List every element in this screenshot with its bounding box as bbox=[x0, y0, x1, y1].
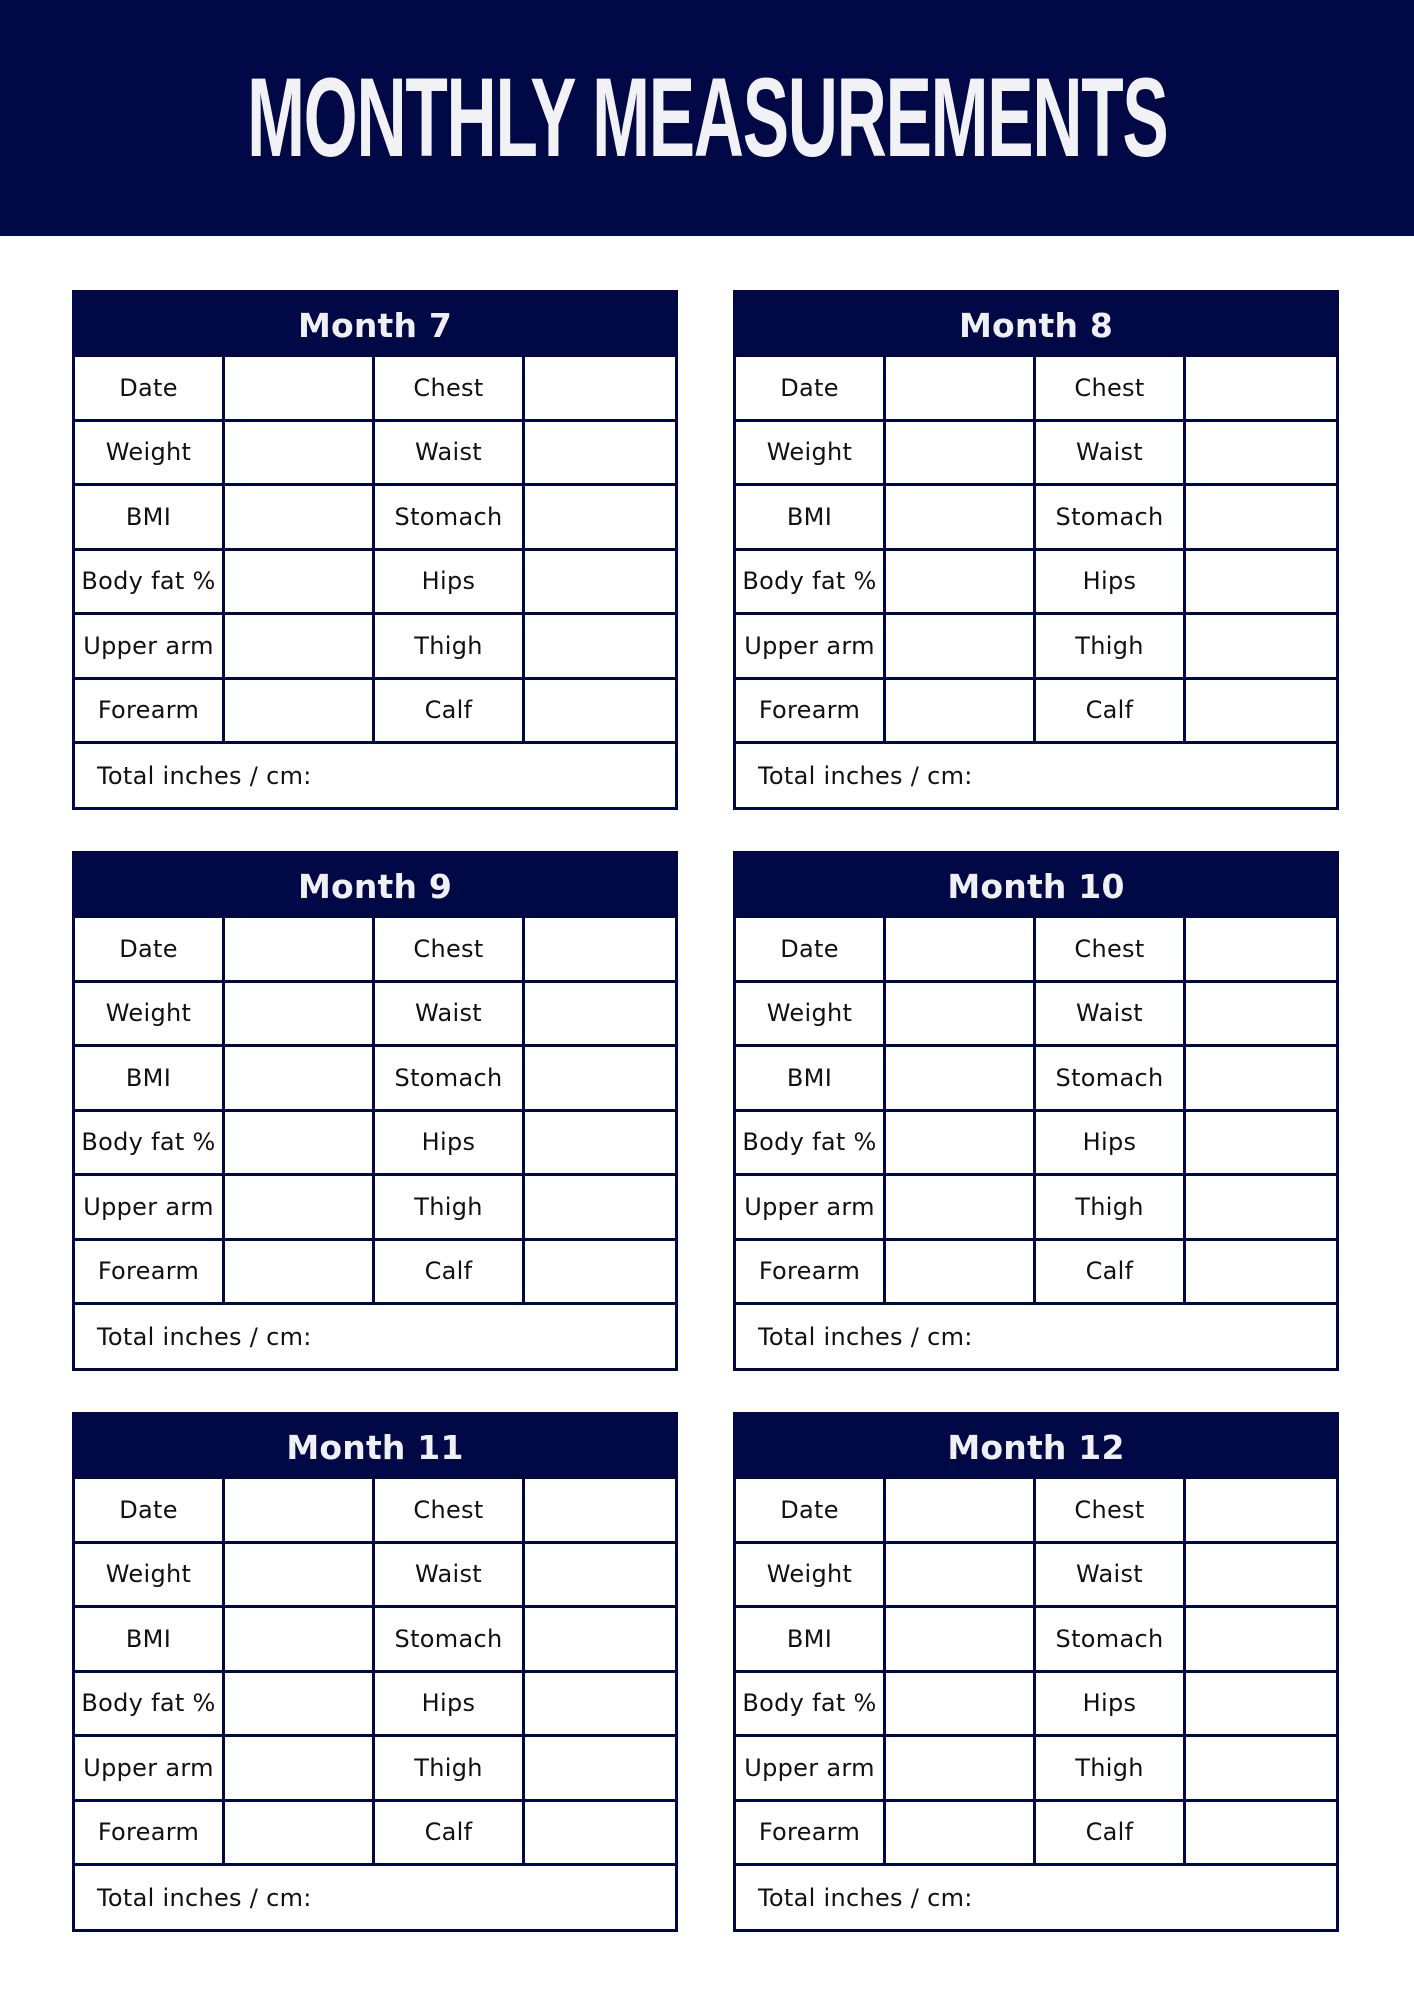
waist-value-field[interactable] bbox=[1186, 422, 1336, 487]
waist-value-field[interactable] bbox=[525, 422, 675, 487]
weight-value-field[interactable] bbox=[225, 422, 375, 487]
forearm-value-field[interactable] bbox=[886, 1802, 1036, 1867]
label-weight: Weight bbox=[736, 983, 886, 1048]
bmi-value-field[interactable] bbox=[225, 486, 375, 551]
stomach-value-field[interactable] bbox=[1186, 1047, 1336, 1112]
weight-value-field[interactable] bbox=[886, 983, 1036, 1048]
month-card-8 bbox=[733, 290, 1339, 810]
label-waist: Waist bbox=[1036, 422, 1186, 487]
label-weight: Weight bbox=[75, 422, 225, 487]
label-bmi: BMI bbox=[736, 1608, 886, 1673]
label-upper-arm: Upper arm bbox=[736, 1737, 886, 1802]
label-thigh: Thigh bbox=[1036, 1176, 1186, 1241]
total-label: Total inches / cm: bbox=[97, 1322, 312, 1351]
label-upper-arm: Upper arm bbox=[736, 615, 886, 680]
label-thigh: Thigh bbox=[375, 615, 525, 680]
measurement-table bbox=[736, 357, 1336, 807]
waist-value-field[interactable] bbox=[1186, 983, 1336, 1048]
chest-value-field[interactable] bbox=[1186, 357, 1336, 422]
date-value-field[interactable] bbox=[225, 1479, 375, 1544]
total-inches-cm-field[interactable] bbox=[75, 1305, 675, 1368]
page-header bbox=[0, 0, 1414, 236]
chest-value-field[interactable] bbox=[525, 918, 675, 983]
label-hips: Hips bbox=[1036, 1673, 1186, 1738]
calf-value-field[interactable] bbox=[525, 1802, 675, 1867]
month-card-7 bbox=[72, 290, 678, 810]
waist-value-field[interactable] bbox=[525, 1544, 675, 1609]
forearm-value-field[interactable] bbox=[225, 1241, 375, 1306]
forearm-value-field[interactable] bbox=[886, 1241, 1036, 1306]
weight-value-field[interactable] bbox=[886, 422, 1036, 487]
total-inches-cm-field[interactable] bbox=[75, 1866, 675, 1929]
measurement-table bbox=[736, 918, 1336, 1368]
thigh-value-field[interactable] bbox=[525, 615, 675, 680]
label-upper-arm: Upper arm bbox=[75, 615, 225, 680]
month-card-title: Month 7 bbox=[75, 293, 675, 357]
month-card-title: Month 12 bbox=[736, 1415, 1336, 1479]
label-upper-arm: Upper arm bbox=[75, 1737, 225, 1802]
label-thigh: Thigh bbox=[375, 1176, 525, 1241]
label-upper-arm: Upper arm bbox=[736, 1176, 886, 1241]
label-stomach: Stomach bbox=[375, 1047, 525, 1112]
hips-value-field[interactable] bbox=[1186, 551, 1336, 616]
label-weight: Weight bbox=[736, 422, 886, 487]
upper-arm-value-field[interactable] bbox=[225, 1737, 375, 1802]
upper-arm-value-field[interactable] bbox=[886, 615, 1036, 680]
label-stomach: Stomach bbox=[375, 1608, 525, 1673]
label-weight: Weight bbox=[75, 983, 225, 1048]
total-label: Total inches / cm: bbox=[97, 761, 312, 790]
label-body-fat: Body fat % bbox=[75, 1112, 225, 1177]
label-upper-arm: Upper arm bbox=[75, 1176, 225, 1241]
bmi-value-field[interactable] bbox=[886, 1608, 1036, 1673]
calf-value-field[interactable] bbox=[1186, 1241, 1336, 1306]
forearm-value-field[interactable] bbox=[886, 680, 1036, 745]
label-chest: Chest bbox=[375, 918, 525, 983]
forearm-value-field[interactable] bbox=[225, 1802, 375, 1867]
upper-arm-value-field[interactable] bbox=[225, 615, 375, 680]
total-label: Total inches / cm: bbox=[758, 761, 973, 790]
weight-value-field[interactable] bbox=[886, 1544, 1036, 1609]
stomach-value-field[interactable] bbox=[525, 1608, 675, 1673]
stomach-value-field[interactable] bbox=[525, 1047, 675, 1112]
label-waist: Waist bbox=[1036, 983, 1186, 1048]
label-stomach: Stomach bbox=[375, 486, 525, 551]
date-value-field[interactable] bbox=[225, 357, 375, 422]
label-chest: Chest bbox=[1036, 918, 1186, 983]
label-calf: Calf bbox=[375, 1802, 525, 1867]
calf-value-field[interactable] bbox=[525, 680, 675, 745]
label-calf: Calf bbox=[1036, 1802, 1186, 1867]
calf-value-field[interactable] bbox=[1186, 1802, 1336, 1867]
label-hips: Hips bbox=[375, 551, 525, 616]
label-weight: Weight bbox=[75, 1544, 225, 1609]
body-fat-value-field[interactable] bbox=[225, 1112, 375, 1177]
chest-value-field[interactable] bbox=[525, 357, 675, 422]
month-card-title: Month 10 bbox=[736, 854, 1336, 918]
date-value-field[interactable] bbox=[225, 918, 375, 983]
month-card-12 bbox=[733, 1412, 1339, 1932]
body-fat-value-field[interactable] bbox=[886, 1112, 1036, 1177]
waist-value-field[interactable] bbox=[1186, 1544, 1336, 1609]
month-card-11 bbox=[72, 1412, 678, 1932]
total-inches-cm-field[interactable] bbox=[75, 744, 675, 807]
month-card-title: Month 11 bbox=[75, 1415, 675, 1479]
bmi-value-field[interactable] bbox=[225, 1047, 375, 1112]
bmi-value-field[interactable] bbox=[886, 486, 1036, 551]
calf-value-field[interactable] bbox=[1186, 680, 1336, 745]
label-body-fat: Body fat % bbox=[75, 551, 225, 616]
label-body-fat: Body fat % bbox=[736, 1112, 886, 1177]
label-hips: Hips bbox=[375, 1112, 525, 1177]
label-body-fat: Body fat % bbox=[736, 551, 886, 616]
label-chest: Chest bbox=[375, 357, 525, 422]
thigh-value-field[interactable] bbox=[525, 1176, 675, 1241]
hips-value-field[interactable] bbox=[525, 551, 675, 616]
label-bmi: BMI bbox=[75, 1608, 225, 1673]
label-date: Date bbox=[75, 357, 225, 422]
chest-value-field[interactable] bbox=[1186, 1479, 1336, 1544]
label-thigh: Thigh bbox=[1036, 615, 1186, 680]
chest-value-field[interactable] bbox=[525, 1479, 675, 1544]
forearm-value-field[interactable] bbox=[225, 680, 375, 745]
stomach-value-field[interactable] bbox=[1186, 1608, 1336, 1673]
label-date: Date bbox=[736, 1479, 886, 1544]
label-hips: Hips bbox=[375, 1673, 525, 1738]
stomach-value-field[interactable] bbox=[525, 486, 675, 551]
total-inches-cm-field[interactable] bbox=[736, 1305, 1336, 1368]
bmi-value-field[interactable] bbox=[886, 1047, 1036, 1112]
measurement-table bbox=[75, 918, 675, 1368]
total-inches-cm-field[interactable] bbox=[736, 1866, 1336, 1929]
label-chest: Chest bbox=[1036, 357, 1186, 422]
label-bmi: BMI bbox=[736, 1047, 886, 1112]
date-value-field[interactable] bbox=[886, 357, 1036, 422]
label-stomach: Stomach bbox=[1036, 1608, 1186, 1673]
thigh-value-field[interactable] bbox=[525, 1737, 675, 1802]
label-bmi: BMI bbox=[75, 1047, 225, 1112]
thigh-value-field[interactable] bbox=[1186, 1176, 1336, 1241]
hips-value-field[interactable] bbox=[525, 1112, 675, 1177]
label-waist: Waist bbox=[375, 422, 525, 487]
label-forearm: Forearm bbox=[75, 680, 225, 745]
label-calf: Calf bbox=[1036, 1241, 1186, 1306]
body-fat-value-field[interactable] bbox=[886, 1673, 1036, 1738]
label-waist: Waist bbox=[1036, 1544, 1186, 1609]
label-bmi: BMI bbox=[75, 486, 225, 551]
hips-value-field[interactable] bbox=[525, 1673, 675, 1738]
label-calf: Calf bbox=[375, 680, 525, 745]
label-body-fat: Body fat % bbox=[736, 1673, 886, 1738]
chest-value-field[interactable] bbox=[1186, 918, 1336, 983]
thigh-value-field[interactable] bbox=[1186, 615, 1336, 680]
total-inches-cm-field[interactable] bbox=[736, 744, 1336, 807]
date-value-field[interactable] bbox=[886, 1479, 1036, 1544]
label-forearm: Forearm bbox=[736, 1241, 886, 1306]
measurement-table bbox=[736, 1479, 1336, 1929]
calf-value-field[interactable] bbox=[525, 1241, 675, 1306]
stomach-value-field[interactable] bbox=[1186, 486, 1336, 551]
bmi-value-field[interactable] bbox=[225, 1608, 375, 1673]
label-date: Date bbox=[75, 1479, 225, 1544]
date-value-field[interactable] bbox=[886, 918, 1036, 983]
month-card-title: Month 8 bbox=[736, 293, 1336, 357]
label-weight: Weight bbox=[736, 1544, 886, 1609]
label-calf: Calf bbox=[1036, 680, 1186, 745]
total-label: Total inches / cm: bbox=[758, 1883, 973, 1912]
label-forearm: Forearm bbox=[75, 1802, 225, 1867]
label-forearm: Forearm bbox=[736, 680, 886, 745]
body-fat-value-field[interactable] bbox=[886, 551, 1036, 616]
hips-value-field[interactable] bbox=[1186, 1673, 1336, 1738]
label-date: Date bbox=[736, 918, 886, 983]
waist-value-field[interactable] bbox=[525, 983, 675, 1048]
weight-value-field[interactable] bbox=[225, 983, 375, 1048]
label-hips: Hips bbox=[1036, 551, 1186, 616]
upper-arm-value-field[interactable] bbox=[886, 1176, 1036, 1241]
label-bmi: BMI bbox=[736, 486, 886, 551]
label-body-fat: Body fat % bbox=[75, 1673, 225, 1738]
label-forearm: Forearm bbox=[736, 1802, 886, 1867]
upper-arm-value-field[interactable] bbox=[886, 1737, 1036, 1802]
month-card-10 bbox=[733, 851, 1339, 1371]
measurement-table bbox=[75, 1479, 675, 1929]
label-date: Date bbox=[736, 357, 886, 422]
month-card-9 bbox=[72, 851, 678, 1371]
total-label: Total inches / cm: bbox=[97, 1883, 312, 1912]
label-thigh: Thigh bbox=[375, 1737, 525, 1802]
month-card-title: Month 9 bbox=[75, 854, 675, 918]
upper-arm-value-field[interactable] bbox=[225, 1176, 375, 1241]
total-label: Total inches / cm: bbox=[758, 1322, 973, 1351]
body-fat-value-field[interactable] bbox=[225, 551, 375, 616]
label-date: Date bbox=[75, 918, 225, 983]
thigh-value-field[interactable] bbox=[1186, 1737, 1336, 1802]
label-hips: Hips bbox=[1036, 1112, 1186, 1177]
body-fat-value-field[interactable] bbox=[225, 1673, 375, 1738]
label-waist: Waist bbox=[375, 1544, 525, 1609]
label-stomach: Stomach bbox=[1036, 1047, 1186, 1112]
measurement-table bbox=[75, 357, 675, 807]
label-chest: Chest bbox=[375, 1479, 525, 1544]
label-calf: Calf bbox=[375, 1241, 525, 1306]
weight-value-field[interactable] bbox=[225, 1544, 375, 1609]
page-title: MONTHLY MEASUREMENTS bbox=[246, 55, 1168, 180]
label-thigh: Thigh bbox=[1036, 1737, 1186, 1802]
label-forearm: Forearm bbox=[75, 1241, 225, 1306]
label-chest: Chest bbox=[1036, 1479, 1186, 1544]
hips-value-field[interactable] bbox=[1186, 1112, 1336, 1177]
label-stomach: Stomach bbox=[1036, 486, 1186, 551]
label-waist: Waist bbox=[375, 983, 525, 1048]
